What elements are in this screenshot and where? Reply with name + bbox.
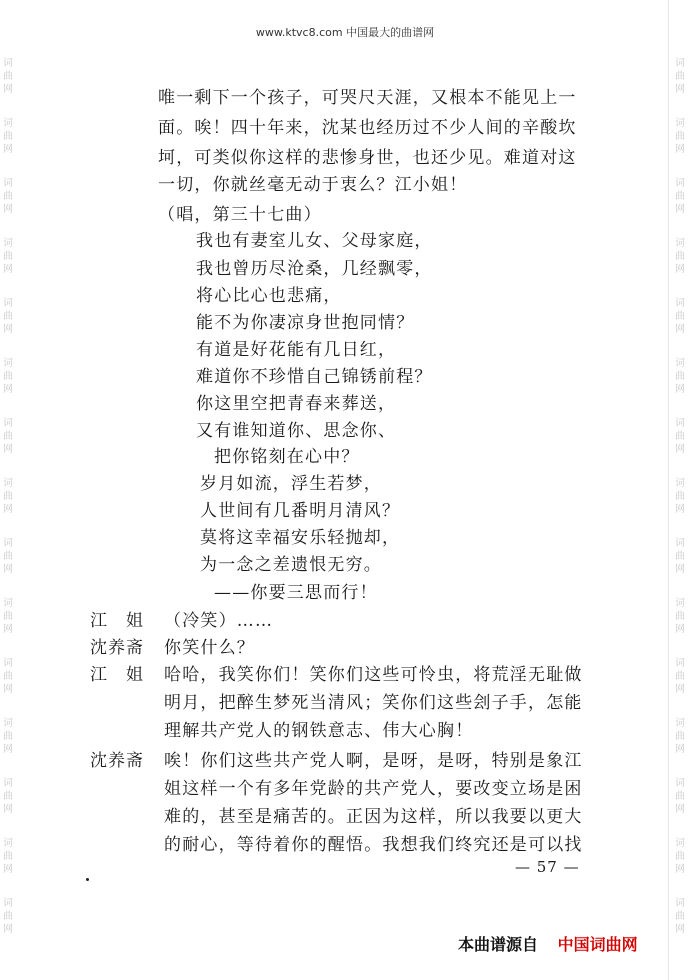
watermark-glyph: 网 bbox=[3, 684, 13, 695]
watermark-glyph: 词 bbox=[675, 238, 685, 249]
watermark-glyph: 网 bbox=[3, 444, 13, 455]
prose-line-3: 坷，可类似你这样的悲惨身世，也还少见。难道对这 bbox=[158, 148, 577, 168]
watermark-glyph: 词 bbox=[675, 298, 685, 309]
watermark-glyph: 网 bbox=[3, 924, 13, 935]
watermark-glyph: 词 bbox=[3, 478, 13, 489]
watermark-glyph: 词 bbox=[3, 178, 13, 189]
watermark-glyph: 词 bbox=[3, 358, 13, 369]
watermark-glyph: 曲 bbox=[3, 851, 13, 862]
watermark-glyph: 曲 bbox=[3, 491, 13, 502]
prose-line-4: 一切，你就丝毫无动于衷么？江小姐！ bbox=[158, 175, 468, 195]
watermark-glyph: 曲 bbox=[3, 251, 13, 262]
watermark-glyph: 词 bbox=[675, 478, 685, 489]
watermark-glyph: 网 bbox=[675, 264, 685, 275]
watermark-glyph: 网 bbox=[675, 84, 685, 95]
watermark-glyph: 曲 bbox=[675, 671, 685, 682]
page-number: — 57 — bbox=[515, 858, 580, 876]
watermark-glyph: 曲 bbox=[3, 611, 13, 622]
watermark-glyph: 曲 bbox=[675, 731, 685, 742]
watermark-glyph: 网 bbox=[675, 624, 685, 635]
watermark-glyph: 网 bbox=[675, 804, 685, 815]
watermark-glyph: 网 bbox=[3, 864, 13, 875]
watermark-glyph: 网 bbox=[3, 84, 13, 95]
watermark-glyph: 网 bbox=[675, 324, 685, 335]
watermark-glyph: 曲 bbox=[675, 431, 685, 442]
watermark-glyph: 曲 bbox=[675, 551, 685, 562]
watermark-glyph: 网 bbox=[675, 504, 685, 515]
watermark-glyph: 网 bbox=[675, 924, 685, 935]
watermark-glyph: 网 bbox=[3, 504, 13, 515]
watermark-glyph: 网 bbox=[675, 144, 685, 155]
watermark-glyph: 词 bbox=[675, 538, 685, 549]
watermark-glyph: 词 bbox=[3, 238, 13, 249]
lyric-line: 岁月如流，浮生若梦， bbox=[200, 474, 382, 494]
watermark-glyph: 曲 bbox=[675, 251, 685, 262]
watermark-glyph: 曲 bbox=[3, 71, 13, 82]
watermark-glyph: 词 bbox=[3, 718, 13, 729]
watermark-glyph: 曲 bbox=[675, 311, 685, 322]
watermark-glyph: 词 bbox=[3, 778, 13, 789]
watermark-glyph: 网 bbox=[3, 264, 13, 275]
lyric-line: 有道是好花能有几日红， bbox=[196, 340, 397, 360]
watermark-glyph: 曲 bbox=[3, 131, 13, 142]
watermark-glyph: 词 bbox=[675, 718, 685, 729]
header-url[interactable]: www.ktvc8.com bbox=[255, 26, 343, 39]
lyric-line: 你这里空把青春来葬送， bbox=[196, 394, 397, 414]
watermark-glyph: 网 bbox=[3, 804, 13, 815]
watermark-glyph: 网 bbox=[3, 324, 13, 335]
watermark-glyph: 曲 bbox=[675, 791, 685, 802]
source-footer bbox=[458, 932, 638, 955]
watermark-glyph: 网 bbox=[675, 564, 685, 575]
speaker-name: 江 姐 bbox=[90, 665, 144, 685]
watermark-glyph: 词 bbox=[675, 178, 685, 189]
watermark-glyph: 曲 bbox=[675, 371, 685, 382]
dialogue-line: 唉！你们这些共产党人啊，是呀，是呀，特别是象江 bbox=[164, 751, 583, 771]
watermark-glyph: 曲 bbox=[675, 911, 685, 922]
page-edge-line bbox=[668, 0, 669, 980]
dialogue-line: （冷笑）…… bbox=[164, 611, 274, 631]
speaker-name: 沈养斋 bbox=[90, 751, 144, 771]
prose-line-1: 唯一剩下一个孩子，可哭尺天涯，又根本不能见上一 bbox=[158, 88, 577, 108]
watermark-glyph: 词 bbox=[675, 58, 685, 69]
lyric-line: 将心比心也悲痛， bbox=[196, 286, 342, 306]
watermark-glyph: 网 bbox=[675, 204, 685, 215]
watermark-glyph: 曲 bbox=[3, 911, 13, 922]
sing-direction: （唱，第三十七曲） bbox=[158, 205, 322, 225]
dialogue-line: 明月，把醉生梦死当清风；笑你们这些刽子手，怎能 bbox=[164, 693, 583, 713]
dialogue-line: 理解共产党人的钢铁意志、伟大心胸！ bbox=[164, 721, 474, 741]
dialogue-line: 姐这样一个有多年党龄的共产党人，要改变立场是困 bbox=[164, 779, 583, 799]
watermark-glyph: 词 bbox=[675, 118, 685, 129]
watermark-glyph: 曲 bbox=[3, 371, 13, 382]
lyric-line: 我也有妻室儿女、父母家庭， bbox=[196, 231, 433, 251]
watermark-glyph: 词 bbox=[3, 418, 13, 429]
watermark-glyph: 词 bbox=[3, 658, 13, 669]
watermark-glyph: 词 bbox=[675, 898, 685, 909]
prose-line-2: 面。唉！四十年来，沈某也经历过不少人间的辛酸坎 bbox=[158, 118, 577, 138]
dialogue-line: 你笑什么？ bbox=[164, 638, 255, 658]
watermark-glyph: 网 bbox=[675, 444, 685, 455]
watermark-glyph: 词 bbox=[675, 598, 685, 609]
watermark-glyph: 词 bbox=[3, 298, 13, 309]
lyric-line: 我也曾历尽沧桑，几经飘零， bbox=[196, 259, 433, 279]
watermark-glyph: 曲 bbox=[675, 71, 685, 82]
watermark-glyph: 词 bbox=[3, 838, 13, 849]
watermark-glyph: 曲 bbox=[3, 431, 13, 442]
watermark-glyph: 词 bbox=[3, 118, 13, 129]
watermark-glyph: 曲 bbox=[3, 191, 13, 202]
watermark-glyph: 词 bbox=[675, 838, 685, 849]
watermark-glyph: 网 bbox=[3, 744, 13, 755]
lyric-line: 莫将这幸福安乐轻抛却， bbox=[200, 528, 401, 548]
watermark-glyph: 曲 bbox=[3, 311, 13, 322]
watermark-glyph: 词 bbox=[3, 598, 13, 609]
watermark-glyph: 曲 bbox=[3, 731, 13, 742]
watermark-glyph: 曲 bbox=[3, 791, 13, 802]
watermark-glyph: 网 bbox=[3, 624, 13, 635]
lyric-line: 把你铭刻在心中？ bbox=[214, 447, 360, 467]
watermark-glyph: 词 bbox=[3, 58, 13, 69]
speaker-name: 江 姐 bbox=[90, 611, 144, 631]
watermark-glyph: 网 bbox=[3, 144, 13, 155]
watermark-glyph: 曲 bbox=[3, 551, 13, 562]
dialogue-line: 难的，甚至是痛苦的。正因为这样，所以我要以更大 bbox=[164, 807, 583, 827]
lyric-line: ——你要三思而行！ bbox=[214, 583, 378, 603]
lyric-line: 难道你不珍惜自己锦锈前程？ bbox=[196, 367, 433, 387]
lyric-line: 又有谁知道你、思念你、 bbox=[196, 421, 397, 441]
watermark-glyph: 曲 bbox=[675, 491, 685, 502]
watermark-glyph: 网 bbox=[3, 384, 13, 395]
dialogue-line: 的耐心，等待着你的醒悟。我想我们终究还是可以找 bbox=[164, 835, 583, 855]
watermark-glyph: 网 bbox=[675, 744, 685, 755]
watermark-glyph: 曲 bbox=[675, 611, 685, 622]
watermark-glyph: 曲 bbox=[675, 851, 685, 862]
page-header bbox=[0, 24, 690, 40]
watermark-glyph: 词 bbox=[3, 538, 13, 549]
header-site-name: 中国最大的曲谱网 bbox=[346, 26, 435, 39]
watermark-glyph: 词 bbox=[3, 898, 13, 909]
watermark-glyph: 词 bbox=[675, 658, 685, 669]
footer-source-label: 本曲谱源自 bbox=[458, 935, 539, 954]
print-speck bbox=[86, 878, 89, 881]
speaker-name: 沈养斋 bbox=[90, 638, 144, 658]
watermark-glyph: 曲 bbox=[675, 131, 685, 142]
lyric-line: 为一念之差遗恨无穷。 bbox=[200, 555, 382, 575]
watermark-glyph: 网 bbox=[675, 684, 685, 695]
lyric-line: 人世间有几番明月清风？ bbox=[200, 501, 401, 521]
watermark-glyph: 曲 bbox=[675, 191, 685, 202]
watermark-glyph: 词 bbox=[675, 778, 685, 789]
lyric-line: 能不为你凄凉身世抱同情？ bbox=[196, 313, 415, 333]
watermark-glyph: 网 bbox=[3, 204, 13, 215]
watermark-glyph: 网 bbox=[3, 564, 13, 575]
watermark-glyph: 曲 bbox=[3, 671, 13, 682]
watermark-glyph: 词 bbox=[675, 358, 685, 369]
watermark-glyph: 网 bbox=[675, 384, 685, 395]
watermark-glyph: 网 bbox=[675, 864, 685, 875]
footer-site-link[interactable]: 中国词曲网 bbox=[557, 935, 638, 954]
dialogue-line: 哈哈，我笑你们！笑你们这些可怜虫，将荒淫无耻做 bbox=[164, 665, 583, 685]
watermark-glyph: 词 bbox=[675, 418, 685, 429]
